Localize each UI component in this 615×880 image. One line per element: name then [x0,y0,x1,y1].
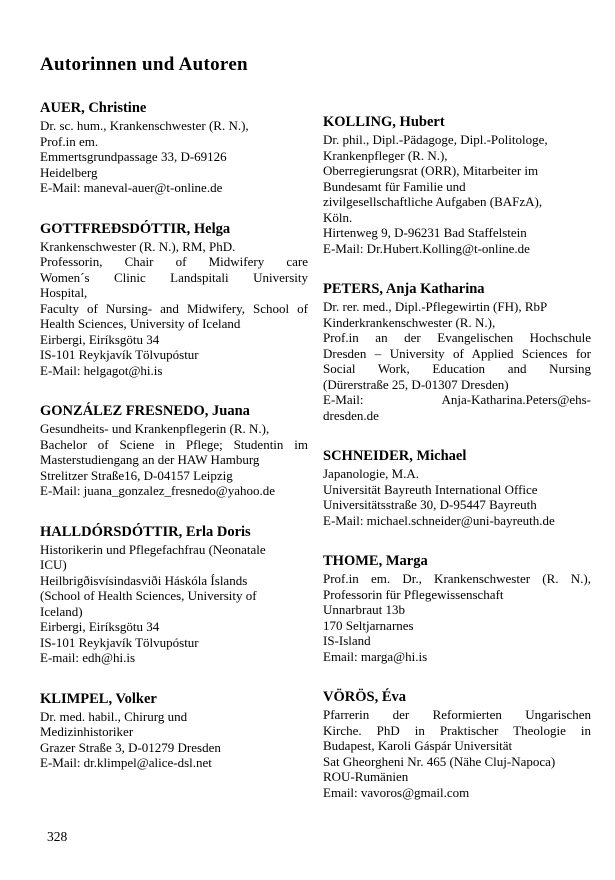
author-line: Prof.in em. Dr., Krankenschwester (R. N.), [323,571,591,586]
author-line: Bachelor of Sciene in Pflege; Studentin im [40,436,308,452]
author-line: Prof.in em. [40,133,99,149]
author-line: Eirbergi, Eiríksgötu 34 [40,619,160,634]
author-line: Krankenpfleger (R. N.), [323,147,448,163]
author-line: Grazer Straße 3, D-01279 Dresden [40,739,221,755]
author-line: Historikerin und Pflegefachfrau (Neonatale [40,541,266,557]
author-entry [40,221,308,379]
author-line: zivilgesellschaftliche Aufgaben (BAFzA), [323,194,543,209]
author-line: Dr. sc. hum., Krankenschwester (R. N.), [40,118,249,133]
author-line: IS-101 Reykjavík Tölvupóstur [40,347,199,362]
author-line: Masterstudiengang an der HAW Hamburg [40,452,260,467]
author-name: AUER, Christine [40,100,147,116]
author-entry [40,403,308,499]
author-entry [323,553,591,664]
author-name: KLIMPEL, Volker [40,690,157,707]
author-line: (Dürerstraße 25, D-01307 Dresden) [323,376,509,392]
author-line: Kinderkrankenschwester (R. N.), [323,314,496,330]
author-line: Oberregierungsrat (ORR), Mitarbeiter im [323,163,539,178]
author-entry [40,691,308,771]
author-line: Iceland) [40,603,83,619]
author-line: Gesundheits- und Krankenpflegerin (R. N.), [40,421,270,436]
author-line: Heilbrigðisvísindasviði Háskóla Íslands [40,572,248,588]
author-line: E-Mail: Anja-Katharina.Peters@ehs- [323,392,591,407]
author-entry [323,281,591,423]
author-name: SCHNEIDER, Michael [323,448,467,464]
author-line: ICU) [40,557,67,572]
author-line: Dresden – University of Applied Sciences for [323,345,591,361]
author-name: HALLDÓRSDÓTTIR, Erla Doris [40,523,251,540]
author-name: PETERS, Anja Katharina [323,281,485,297]
author-entry [40,100,308,196]
author-line: Budapest, Karoli Gáspár Universität [323,738,513,753]
author-line: Dr. phil., Dipl.-Pädagoge, Dipl.-Politologe, [323,132,548,147]
author-line: Bundesamt für Familie und [323,178,466,194]
author-line: Strelitzer Straße16, D-04157 Leipzig [40,467,233,483]
author-line: Medizinhistoriker [40,724,134,739]
author-line: E-Mail: dr.klimpel@alice-dsl.net [40,755,212,770]
author-line: Hirtenweg 9, D-96231 Bad Staffelstein [323,225,527,240]
author-line: Krankenschwester (R. N.), RM, PhD. [40,238,236,254]
author-line: Social Work, Education and Nursing [323,361,591,376]
author-line: Faculty of Nursing- and Midwifery, School of [40,300,308,316]
author-entry [323,689,591,800]
author-entry [323,114,591,256]
author-line: IS-101 Reykjavík Tölvupóstur [40,634,199,650]
author-line: Pfarrerin der Reformierten Ungarischen [323,707,591,722]
author-line: Women´s Clinic Landspitali University [40,269,308,285]
author-line: Dr. med. habil., Chirurg und [40,708,188,724]
author-line: Email: marga@hi.is [323,648,428,664]
author-line: E-Mail: helgagot@hi.is [40,362,163,378]
author-line: Health Sciences, University of Iceland [40,316,241,331]
author-line: ROU-Rumänien [323,769,409,784]
author-line: Unnarbraut 13b [323,602,405,617]
author-line: IS-Island [323,633,371,648]
author-line: Dr. rer. med., Dipl.-Pflegewirtin (FH), RbP [323,299,548,314]
author-entry [323,448,591,528]
author-name: THOME, Marga [323,553,428,569]
author-line: E-Mail: Dr.Hubert.Kolling@t-online.de [323,240,530,256]
author-line: Email: vavoros@gmail.com [323,784,470,800]
author-line: dresden.de [323,407,379,423]
author-line: Universität Bayreuth International Office [323,481,538,497]
author-line: E-Mail: maneval-auer@t-online.de [40,180,223,195]
author-line: E-mail: edh@hi.is [40,650,136,665]
author-line: Eirbergi, Eiríksgötu 34 [40,331,160,347]
left-column [40,100,308,796]
author-name: GOTTFREÐSDÓTTIR, Helga [40,220,231,237]
author-line: E-Mail: juana_gonzalez_fresnedo@yahoo.de [40,483,276,498]
author-line: Professorin für Pflegewissenschaft [323,586,504,602]
author-name: VÖRÖS, Éva [323,689,406,705]
author-line: Heidelberg [40,164,98,180]
author-entry [40,524,308,666]
page-number: 328 [47,829,68,844]
right-column [323,100,591,825]
author-columns [40,100,591,825]
author-line: Universitätsstraße 30, D-95447 Bayreuth [323,497,537,512]
author-line: E-Mail: michael.schneider@uni-bayreuth.de [323,512,555,528]
author-line: Japanologie, M.A. [323,466,420,481]
author-line: Köln. [323,209,353,225]
author-line: Emmertsgrundpassage 33, D-69126 [40,149,227,164]
author-name: KOLLING, Hubert [323,114,445,130]
author-line: (School of Health Sciences, University of [40,588,257,603]
author-line: 170 Seltjarnarnes [323,617,414,633]
author-line: Prof.in an der Evangelischen Hochschule [323,330,591,345]
author-line: Professorin, Chair of Midwifery care [40,254,308,269]
page-title: Autorinnen und Autoren [40,54,248,75]
author-line: Hospital, [40,285,88,300]
author-line: Kirche. PhD in Praktischer Theologie in [323,722,591,738]
author-line: Sat Gheorgheni Nr. 465 (Nähe Cluj-Napoca) [323,753,556,769]
author-name: GONZÁLEZ FRESNEDO, Juana [40,403,250,419]
